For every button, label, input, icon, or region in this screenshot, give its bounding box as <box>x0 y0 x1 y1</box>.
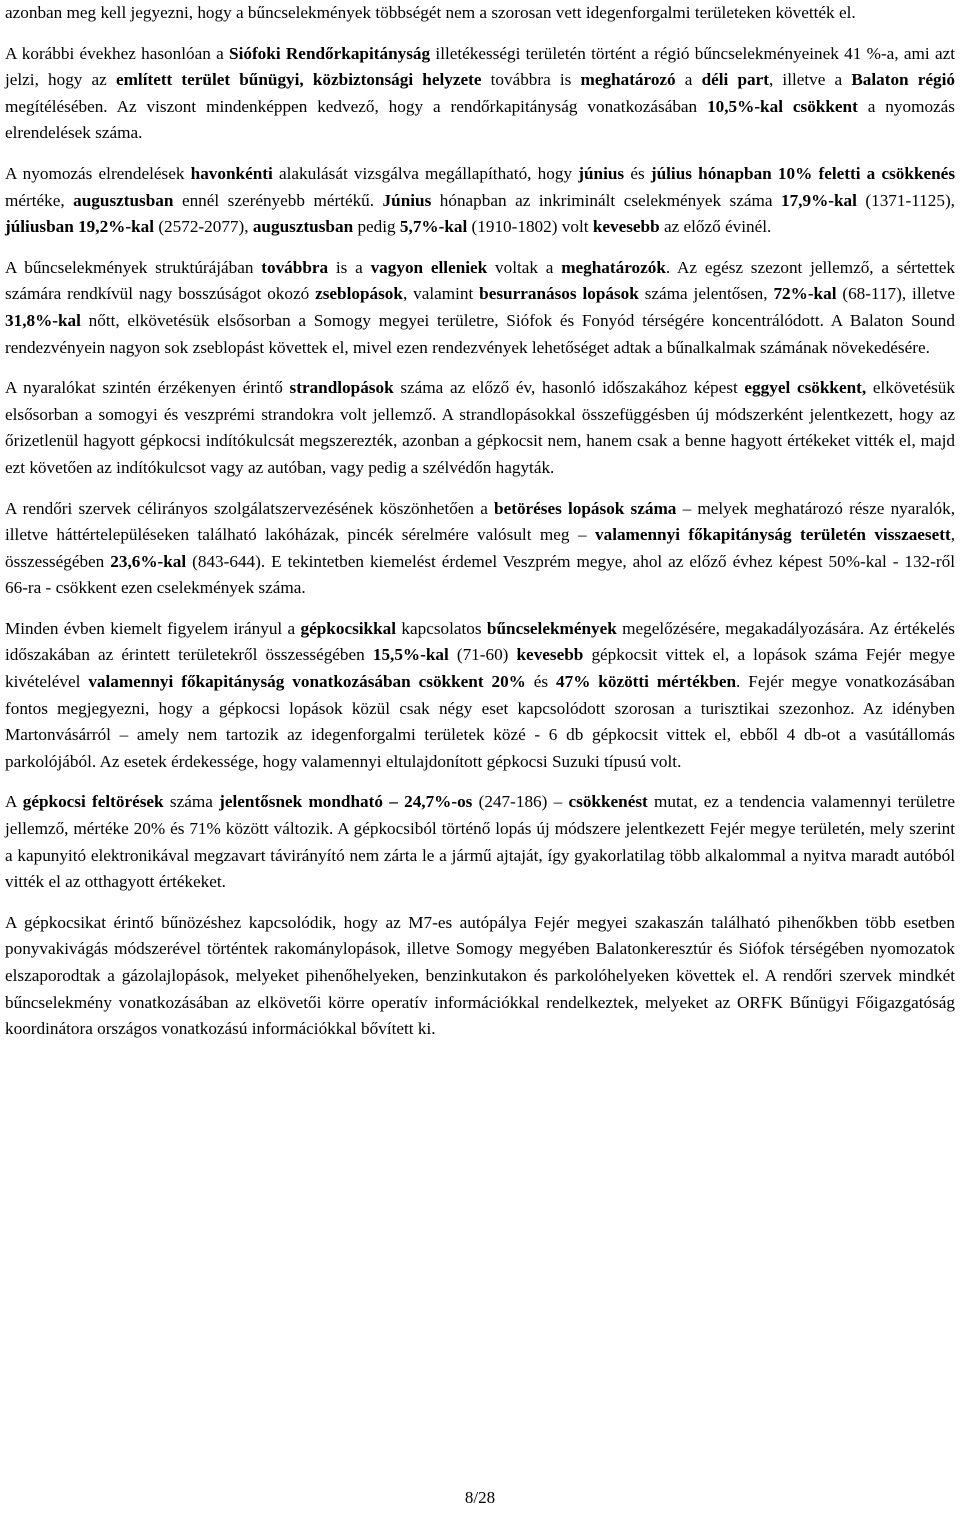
text-run: (1371-1125), <box>856 190 955 210</box>
bold-text: kevesebb <box>516 645 584 665</box>
bold-text: csökkenést <box>568 792 648 812</box>
text-run: (71-60) <box>448 645 517 665</box>
paragraph-continuation <box>5 0 955 27</box>
paragraph-crime-structure <box>5 255 955 361</box>
text-run: . Az egész szezont jellemző, a sértettek számára rendkívül nagy bosszúságot okozó <box>5 257 956 304</box>
text-run: kapcsolatos <box>396 618 487 638</box>
paragraph-car-breakins <box>5 789 955 895</box>
text-run: , valamint <box>402 284 480 304</box>
bold-text: 15,5%-kal <box>372 645 449 665</box>
bold-text: június <box>578 163 625 183</box>
bold-text: meghatározó <box>580 70 676 90</box>
text-run: A gépkocsikat érintő bűnözéshez kapcsolódik, hogy az M7-es autópálya Fejér megyei szakaszán található pihenőkben több esetben ponyvakivágás módszerével történtek rakománylopások, illetve Somogy megyében Balatonkeresztúr és Siófok térségében nyomozatok elszaporodtak a gázolajlopások, melyeket pihenőhelyeken, benzinkutakon és parkolóhelyeken követtek el. A rendőri szervek mindkét bűncselekmény vonatkozásában az elkövetői körre operatív információkkal rendelkeztek, melyeket az ORFK Bűnügyi Főigazgatóság koordinátora országos vonatkozású információkkal bővített ki. <box>5 912 955 1039</box>
bold-text: zseblopások <box>315 284 403 304</box>
text-run: (1910-1802) volt <box>467 217 593 237</box>
bold-text: strandlopások <box>289 378 394 398</box>
text-run: az előző évinél. <box>659 217 772 237</box>
bold-text: vagyon elleniek <box>370 257 488 277</box>
text-run: . Fejér megye vonatkozásában fontos megjegyezni, hogy a gépkocsi lopások közül csak négy eset kapcsolódott szorosan a turisztikai szezonhoz. Az idényben Martonvásárról – amely nem tartozik az idegenforgalmi területek közé - 6 db gépkocsit vittek el, ebből 4 db-ot a vasútállomás parkolójából. Az esetek érdekessége, hogy valamennyi eltulajdonított gépkocsi Suzuki típusú volt. <box>5 672 955 771</box>
text-run: a <box>675 70 702 90</box>
bold-text: 31,8%-kal <box>5 310 81 330</box>
text-run: A nyomozás elrendelések <box>5 163 191 183</box>
text-run: A rendőri szervek célirányos szolgálatszervezésének köszönhetően a <box>5 498 495 518</box>
text-run: A nyaralókat szintén érzékenyen érintő <box>5 378 290 398</box>
page-number: 8/28 <box>464 1488 496 1507</box>
bold-text: meghatározók <box>561 257 666 277</box>
paragraph-beach-thefts <box>5 375 955 481</box>
bold-text: jelentősnek mondható – 24,7%-os <box>219 792 473 812</box>
bold-text: augusztusban <box>73 190 174 210</box>
bold-text: 23,6%-kal <box>110 551 187 571</box>
text-run: ennél szerényebb mértékű. <box>173 190 383 210</box>
bold-text: bűncselekmények <box>486 618 617 638</box>
text-run: pedig <box>353 217 400 237</box>
text-run: (247-186) – <box>472 792 569 812</box>
bold-text: valamennyi főkapitányság területén visszaesett <box>595 525 951 545</box>
text-run: és <box>624 163 651 183</box>
bold-text: 5,7%-kal <box>399 217 468 237</box>
text-run: száma jelentősen, <box>638 284 774 304</box>
text-run: megítélésében. Az viszont mindenképpen kedvező, hogy a rendőrkapitányság vonatkozásában <box>5 96 708 116</box>
paragraph-car-thefts <box>5 616 955 776</box>
bold-text: havonkénti <box>190 163 273 183</box>
bold-text: 17,9%-kal <box>780 190 857 210</box>
text-run: (2572-2077), <box>154 217 253 237</box>
text-run: továbbra is <box>481 70 581 90</box>
paragraph-monthly-investigations <box>5 161 955 241</box>
bold-text: 47% közötti mértékben <box>556 672 737 692</box>
bold-text: valamennyi főkapitányság vonatkozásában csökkent 20% <box>88 672 526 692</box>
text-run: (68-117), illetve <box>836 284 955 304</box>
bold-text: Balaton régió <box>851 70 955 90</box>
text-run: , összességében <box>5 525 955 571</box>
bold-text: 72%-kal <box>773 284 837 304</box>
bold-text: július hónapban 10% feletti a csökkenés <box>650 163 956 183</box>
bold-text: gépkocsikkal <box>300 618 397 638</box>
bold-text: augusztusban <box>252 217 354 237</box>
paragraph-burglaries <box>5 496 955 602</box>
text-run: mutat, ez a tendencia valamennyi területre jellemző, mértéke 20% és 71% között változik. A gépkocsiból történő lopás új módszere jelentkezett Fejér megye területén, mely szerint a kapunyitó elektronikával megzavart távirányító nem zárta le a jármű ajtaját, így gyakorlatilag több alkalommal a nyitva maradt autóból vitték el az otthagyott értékeket. <box>5 792 956 892</box>
bold-text: júliusban 19,2%-kal <box>5 217 155 237</box>
text-run: voltak a <box>487 257 562 277</box>
text-run: – melyek meghatározó része nyaralók, illetve háttértelepüléseken található lakóházak, pincék sérelmére valósult meg – <box>5 498 955 545</box>
text-run: elkövetésük elsősorban a somogyi és veszprémi strandokra volt jellemző. A strandlopásokkal összefüggésben új módszerként jelentkezett, hogy az őrizetlenül hagyott gépkocsi indítókulcsát megszerezték, azonban a gépkocsit nem, hanem csak a benne hagyott értékeket vitték el, majd ezt követően az indítókulcsot vagy az autóban, vagy pedig a szélvédőn hagyták. <box>5 378 955 477</box>
text-run: A bűncselekmények struktúrájában <box>5 257 262 277</box>
bold-text: kevesebb <box>592 217 660 237</box>
text-run: , illetve a <box>768 70 852 90</box>
text-run: alakulását vizsgálva megállapítható, hogy <box>272 163 579 183</box>
text-run: száma <box>163 792 220 812</box>
text-run: a nyomozás elrendelések száma. <box>5 96 955 143</box>
text-run: illetékességi területén történt a régió bűncselekményeinek 41 %-a, ami azt jelzi, hogy az <box>5 43 955 90</box>
text-run: gépkocsit vittek el, a lopások száma Fejér megye kivételével <box>5 645 955 692</box>
bold-text: eggyel csökkent, <box>744 378 867 398</box>
text-run: A <box>5 792 23 812</box>
text-run: hónapban az inkriminált cselekmények száma <box>431 190 781 210</box>
text-run: száma az előző év, hasonló időszakához képest <box>393 378 745 398</box>
text-run: (843-644). E tekintetben kiemelést érdemel Veszprém megye, ahol az előző évhez képest 50%-kal - 132-ről 66-ra - csökkent ezen cselekmények száma. <box>5 551 955 598</box>
bold-text: déli part <box>701 70 769 90</box>
text-run: és <box>525 672 557 692</box>
text-run: nőtt, elkövetésük elsősorban a Somogy megyei területre, Siófok és Fonyód térségére koncentrálódott. A Balaton Sound rendezvényein nagyon sok zseblopást követtek el, mivel ezen rendezvények lehetőséget adtak a bűnalkalmak számának növekedésére. <box>5 310 955 357</box>
paragraph-siofok-police <box>5 41 955 147</box>
bold-text: betöréses lopások száma <box>494 498 677 518</box>
bold-text: 10,5%-kal csökkent <box>707 96 858 116</box>
text-run: azonban meg kell jegyezni, hogy a bűncselekmények többségét nem a szorosan vett idegenforgalmi területeken követték el. <box>5 3 856 22</box>
bold-text: Június <box>382 190 432 210</box>
bold-text: gépkocsi feltörések <box>22 792 164 812</box>
text-run: A korábbi évekhez hasonlóan a <box>5 43 230 63</box>
bold-text: Siófoki Rendőrkapitányság <box>229 43 431 63</box>
text-run: megelőzésére, megakadályozására. Az értékelés időszakában az érintett területekről összességében <box>5 618 955 665</box>
document-body <box>5 0 955 1057</box>
bold-text: említett terület bűnügyi, közbiztonsági helyzete <box>115 70 482 90</box>
bold-text: továbbra <box>261 257 329 277</box>
paragraph-motorway-crimes <box>5 910 955 1043</box>
text-run: is a <box>328 257 371 277</box>
bold-text: besurranásos lopások <box>479 284 639 304</box>
text-run: Minden évben kiemelt figyelem irányul a <box>5 618 301 638</box>
text-run: mértéke, <box>5 190 74 210</box>
